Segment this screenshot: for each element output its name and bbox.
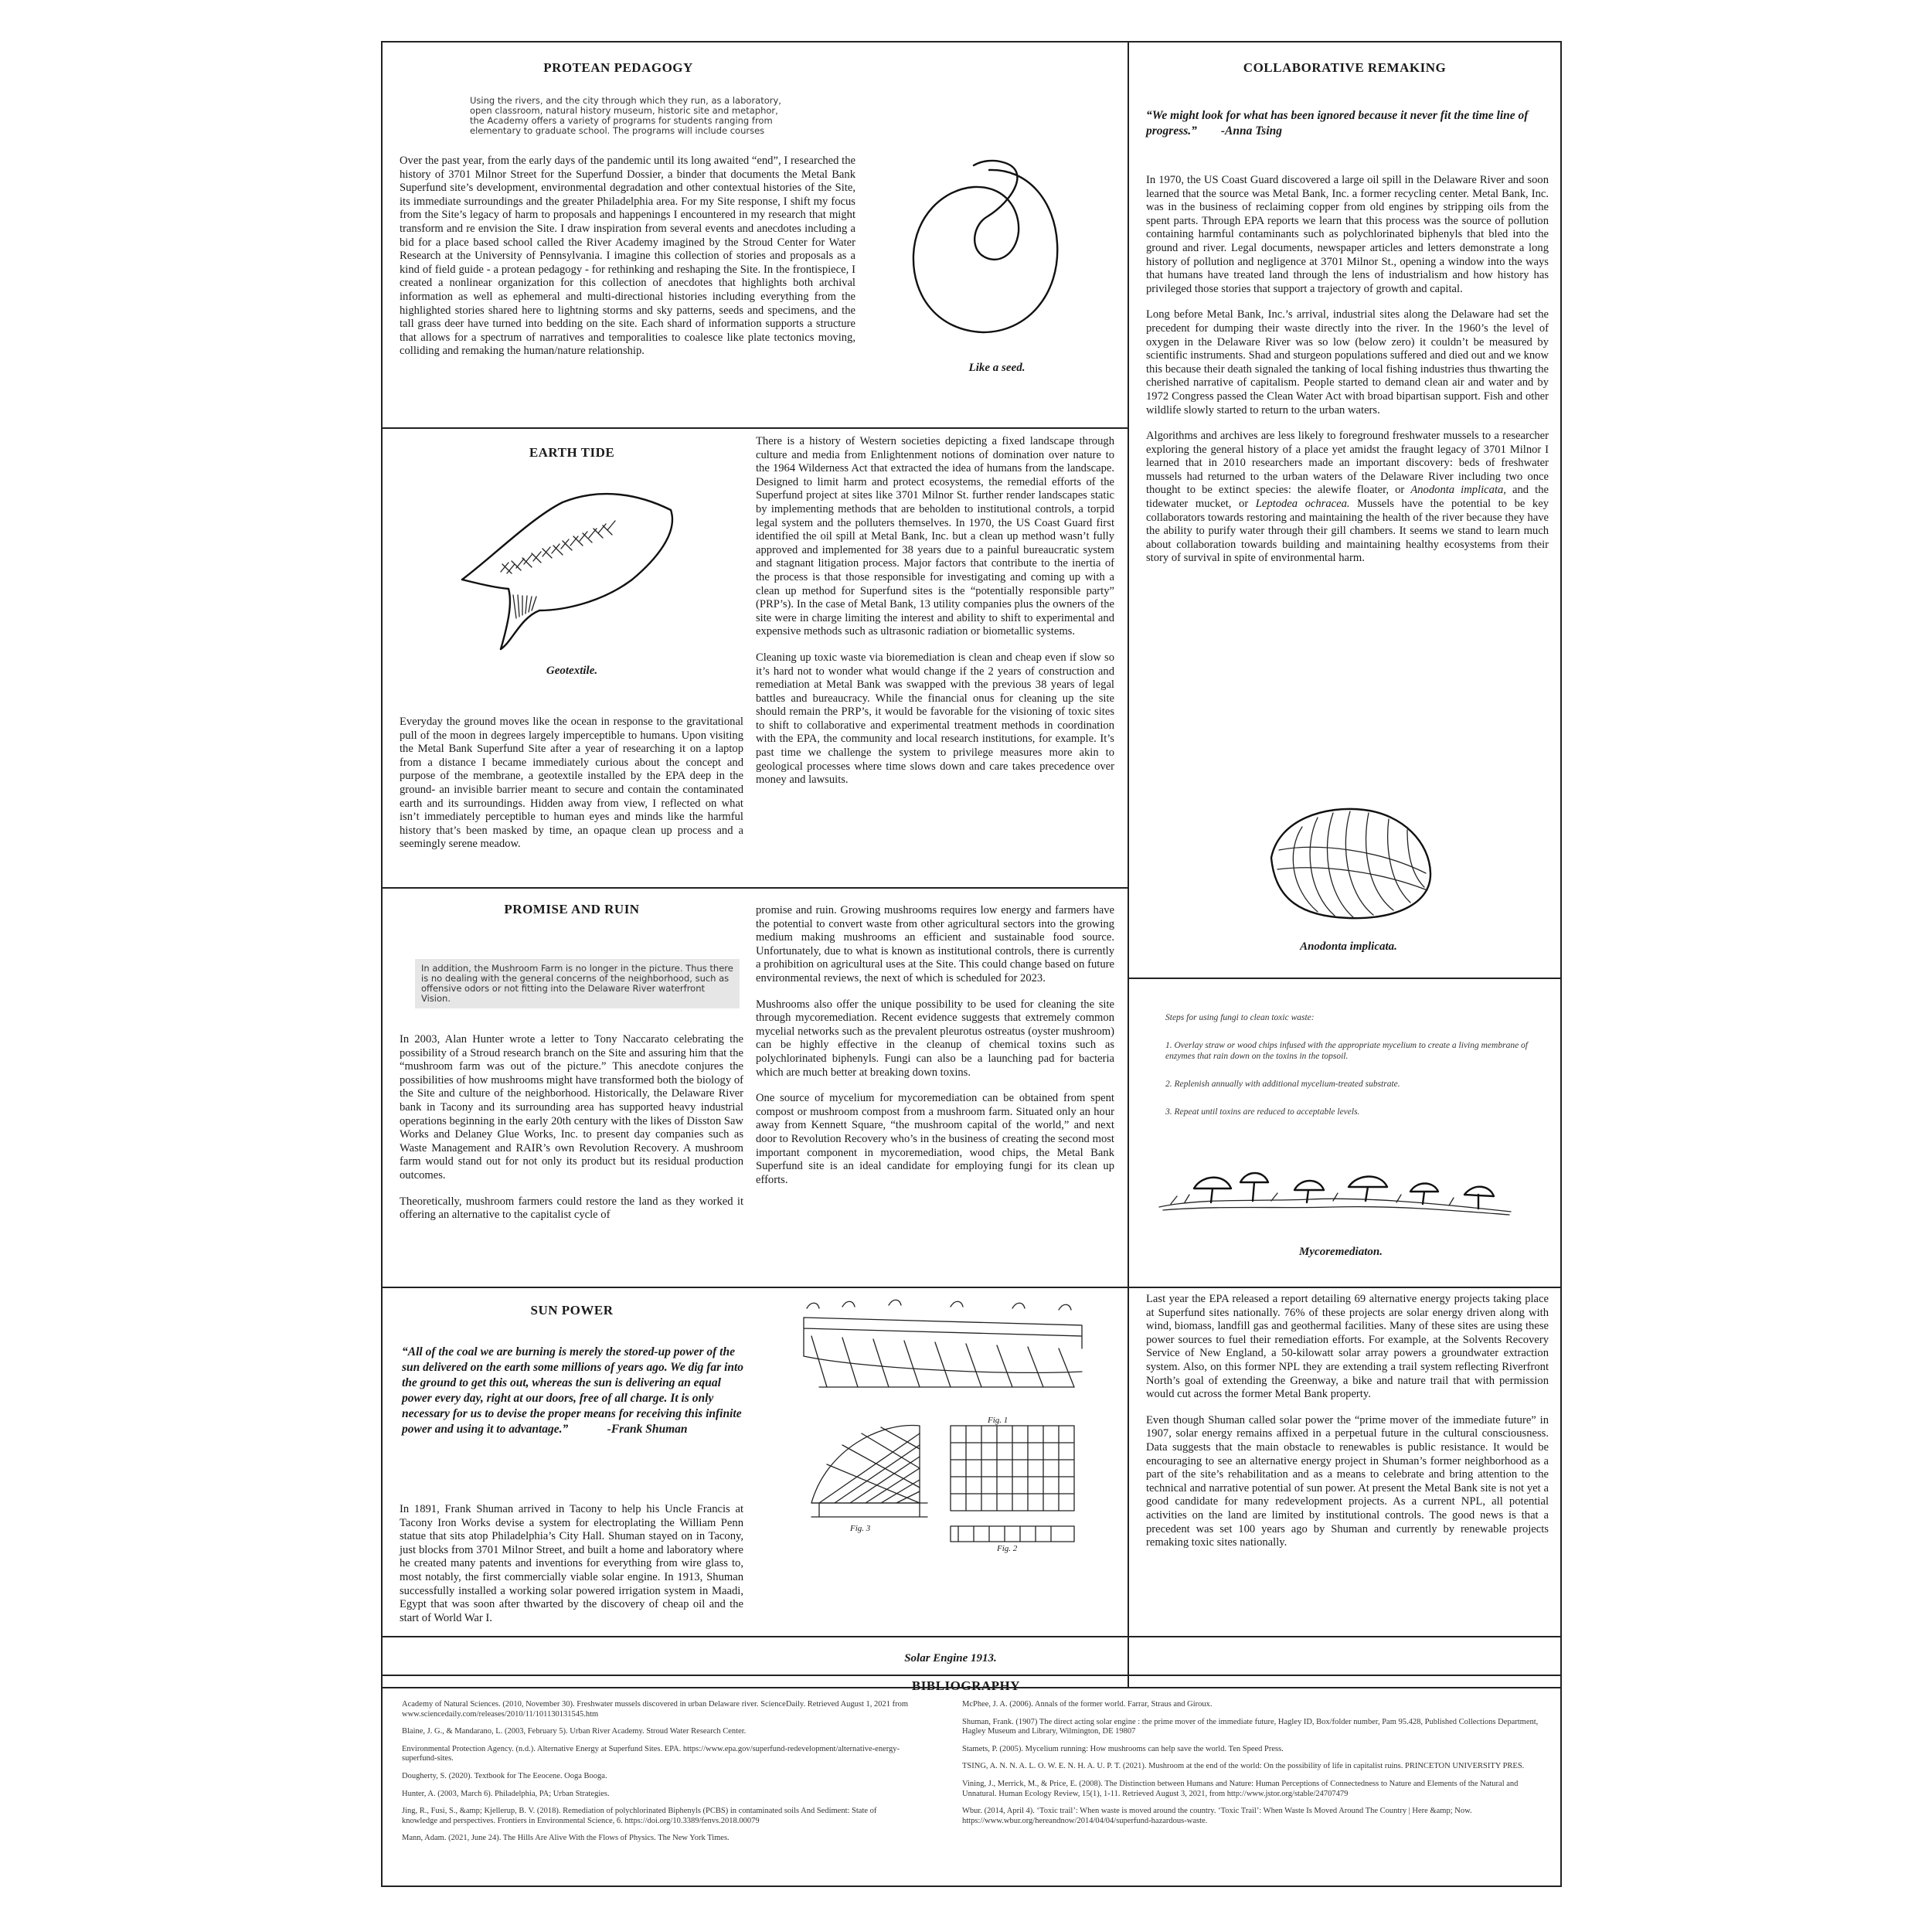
bib-entry: Shuman, Frank. (1907) The direct acting solar engine : the prime mover of the immediate future, Hagley ID, Box/folder number, Pam 95.428, Published Collections Department, Hagley Museum and Library, Wilmington, DE 19807: [962, 1717, 1539, 1736]
bibliography-right-column: [962, 1700, 1549, 1834]
bib-entry: Dougherty, S. (2020). Textbook for The Eeocene. Ooga Booga.: [402, 1771, 607, 1780]
bib-entry: Hunter, A. (2003, March 6). Philadelphia, PA; Urban Strategies.: [402, 1789, 610, 1798]
bib-entry: Blaine, J. G., & Mandarano, L. (2003, February 5). Urban River Academy. Stroud Water Research Center.: [402, 1727, 747, 1736]
bibliography-left-column: [402, 1700, 912, 1851]
bib-entry: Environmental Protection Agency. (n.d.). Alternative Energy at Superfund Sites. EPA. https://www.epa.gov/superfund-redevelopment/alternative-energy-superfund-sites.: [402, 1744, 900, 1763]
collab-quote: “We might look for what has been ignored because it never fit the time line of progress.” -Anna Tsing: [1146, 109, 1532, 138]
protean-title: PROTEAN PEDAGOGY: [543, 60, 693, 75]
sun-right-text: [1146, 1293, 1549, 1562]
bibliography-title: BIBLIOGRAPHY: [911, 1678, 1021, 1693]
promise-left-p1: In 2003, Alan Hunter wrote a letter to Tony Naccarato celebrating the possibility of a Stroud research branch on the Site and assuring him that the “mushroom farm was out of the picture.” This anecdote conjures the possibilities of how mushrooms might have transformed both the biology of the Site and culture of the neighborhood. Historically, the Delaware River bank in Tacony and its surrounding area has supported heavy industrial operations beginning in the early 20th century with the likes of Disston Saw Works and Delaney Glue Works, Inc. to present day companies such as Waste Management and RAIR’s own Revolution Recovery. A mushroom farm would stand out for not only its product but its residual production outcomes.: [400, 1033, 743, 1182]
mycoremediation-caption: Mycoremediaton.: [1299, 1246, 1383, 1258]
divider-main-vertical: [1128, 41, 1129, 1687]
bib-entry: McPhee, J. A. (2006). Annals of the former world. Farrar, Straus and Giroux.: [962, 1700, 1213, 1709]
bib-entry: Jing, R., Fusi, S., &amp; Kjellerup, B. V. (2018). Remediation of polychlorinated Biphenyls (PCBS) in contaminated soils And Sediment: State of knowledge and perspectives. Frontiers in Environmental Science, 6. https://doi.org/10.3389/fenvs.2018.00079: [402, 1807, 877, 1825]
frame-left-extension: [381, 1636, 383, 1887]
myco-steps: [1165, 1012, 1529, 1134]
promise-right-text: [756, 904, 1114, 1199]
sun-title: SUN POWER: [530, 1303, 614, 1318]
frame-right-extension: [1560, 1636, 1562, 1887]
promise-right-p3: One source of mycelium for mycoremediation can be obtained from spent compost or mushroom compost from a mushroom farm. Situated only an hour away from Kennett Square, “the mushroom capital of the world,” and next door to Revolution Recovery who’s in the business of creating the second most important component in mycoremediation, wood chips, the Metal Bank Superfund site is an ideal candidate for employing fungi for its clean up efforts.: [756, 1092, 1114, 1186]
myco-step-2: 2. Replenish annually with additional mycelium-treated substrate.: [1165, 1080, 1400, 1089]
collab-p2: Long before Metal Bank, Inc.’s arrival, industrial sites along the Delaware had set the precedent for dumping their waste directly into the river. In the 1960’s the level of oxygen in the Delaware River was so low (below zero) it couldn’t be measured by scientific instruments. Shad and sturgeon populations suffered and died out and we know this because their death signaled the tanking of local fishing industries thus thwarting the cherished narrative of capitalism. People started to demand clean air and water and by 1972 Congress passed the Clean Water Act with broad bipartisan support. Fish and other wildlife slowly started to return to the urban waters.: [1146, 308, 1549, 417]
earth-title: EARTH TIDE: [529, 445, 615, 460]
divider-earth: [381, 887, 1129, 889]
promise-title: PROMISE AND RUIN: [504, 902, 640, 916]
mycoremediation-figure: [1155, 1159, 1519, 1229]
sun-right-p1: Last year the EPA released a report detailing 69 alternative energy projects taking place at Superfund sites nationally. 76% of these projects are solar energy driven along with wind, biomass, landfill gas and geothermal facilities. Many of these sites are using these power sources to fuel their remediation efforts. For example, at the Solvents Recovery Service of New England, a 50-kilowatt solar array powers a groundwater extraction system. Also, on this former NPL they are extending a trail system reflecting Riverfront North’s goal of extending the Greenway, a bike and nature trail that with permission would cut across the former Metal Bank property.: [1146, 1293, 1549, 1401]
myco-intro: Steps for using fungi to clean toxic waste:: [1165, 1013, 1315, 1022]
solar-fig-label-1: Fig. 1: [988, 1416, 1009, 1425]
earth-right-text: [756, 435, 1114, 800]
bib-entry: Stamets, P. (2005). Mycelium running: How mushrooms can help save the world. Ten Speed Press.: [962, 1744, 1284, 1753]
promise-left-p2: Theoretically, mushroom farmers could restore the land as they worked it offering an alternative to the capitalist cycle of: [400, 1195, 743, 1222]
seed-figure: [896, 139, 1074, 363]
solar-engine-caption: Solar Engine 1913.: [904, 1652, 997, 1664]
collab-p3: Algorithms and archives are less likely to foreground freshwater mussels to a researcher exploring the general history of a place yet amidst the fraught legacy of 3701 Milnor I learned that in 2010 researchers made an important discovery: beds of freshwater mussels had returned to the urban waters of the Delaware River including two once thought to be extinct species: the alewife floater, or Anodonta implicata, and the tidewater mucket, or Leptodea ochracea. Mussels have the potential to be key collaborators towards restoring and maintaining the health of the river because they have the ability to purify water through their gill chambers. It seems we stand to learn much about collaboration towards building and maintaining healthy ecosystems from their story of survival in spite of environmental harm.: [1146, 430, 1549, 565]
earth-right-p2: Cleaning up toxic waste via bioremediation is clean and cheap even if slow so it’s hard not to wonder what would change if the 2 years of construction and remediation at Metal Bank was swapped with the previous 38 years of legal battles and bureaucracy. While the financial onus for cleaning up the site should remain the PRP’s, it would be favorable for the visioning of toxic sites to shift to collaborative and experimental treatment methods in coordination with the EPA, the community and local research institutions, for example. It’s past time we challenge the system to privilege measures more akin to geological processes where time slows down and care takes precedence over money and lawsuits.: [756, 651, 1114, 787]
geotextile-caption: Geotextile.: [546, 665, 598, 677]
earth-right-p1: There is a history of Western societies depicting a fixed landscape through culture and media from Enlightenment notions of domination over nature to the 1964 Wilderness Act that extracted the idea of humans from the landscape. Designed to limit harm and protect ecosystems, the remedial efforts of the Superfund project at sites like 3701 Milnor St. further render landscapes static by implementing methods that are beholden to institutional controls, a torpid legal system and the polluters themselves. In 1970, the US Coast Guard first identified the oil spill at Metal Bank, Inc. but a clean up method wasn’t fully approved and implemented for 38 years due to a painful bureaucratic system and stagnant litigation process. Major factors that contribute to the inertia of the process is that those responsible for investigating and coming up with a clean up method for Superfund sites is the “potentially responsible party” (PRP’s). In the case of Metal Bank, 13 utility companies plus the owners of the site were in charge limiting the interest and ability to shift to experimental and expensive methods such as ultrasonic radiation or biometallic systems.: [756, 435, 1114, 638]
bib-entry: Wbur. (2014, April 4). ‘Toxic trail’: When waste is moved around the country. ‘Toxic Trail’: When Waste Is Moved Around The Country | Here &amp; Now. https://www.wbur.org/hereandnow/2014/04/04/superfund-hazardous-waste.: [962, 1807, 1472, 1825]
sun-quote: “All of the coal we are burning is merely the stored-up power of the sun delivered on the earth some millions of years ago. We dig far into the ground to get this out, whereas the sun is delivering an equal power every day, right at our doors, free of all charge. It is only necessary for us to devise the proper means for receiving this infinite power and using it to advantage.” -Frank Shuman: [402, 1345, 747, 1436]
protean-scan-excerpt: Using the rivers, and the city through which they run, as a laboratory, open classroom, natural history museum, historic site and metaphor, the Academy offers a variety of programs for students ranging from elementary to graduate school. The programs will include courses: [470, 96, 781, 136]
promise-scan-excerpt: In addition, the Mushroom Farm is no longer in the picture. Thus there is no dealing with the general concerns of the neighborhood, such as offensive odors or not fitting into the Delaware River waterfront Vision.: [415, 959, 740, 1008]
myco-step-1: 1. Overlay straw or wood chips infused with the appropriate mycelium to create a living membrane of enzymes that rain down on the toxins in the topsoil.: [1165, 1041, 1528, 1061]
frame-bottom: [381, 1885, 1562, 1887]
promise-right-p1: promise and ruin. Growing mushrooms requires low energy and farmers have the potential to convert waste from other agricultural sectors into the growing medium making mushrooms an efficient and sustainable food source. Unfortunately, due to what is known as institutional controls, there is currently a prohibition on agricultural uses at the Site. This could change based on future environmental reviews, the next of which is scheduled for 2023.: [756, 904, 1114, 984]
solar-fig-label-3: Fig. 3: [850, 1524, 871, 1533]
solar-fig-label-2: Fig. 2: [997, 1544, 1018, 1553]
bib-entry: Vining, J., Merrick, M., & Price, E. (2008). The Distinction between Humans and Nature: Human Perceptions of Connectedness to Nature and Elements of the Natural and Unnatural. Human Ecology Review, 15(1), 1-11. Retrieved August 3, 2021, from http://www.jstor.org/stable/24707479: [962, 1779, 1519, 1798]
divider-collab: [1128, 978, 1562, 979]
geotextile-figure: [447, 487, 694, 657]
mussel-caption: Anodonta implicata.: [1300, 940, 1397, 953]
sun-right-p2: Even though Shuman called solar power the “prime mover of the immediate future” in 1907, solar energy remains affixed in a perpetual future in the cultural consciousness. Data suggests that the main obstacle to renewables is public resistance. It would be encouraging to see an alternative energy project in Shuman’s former neighborhood as a part of the site’s rehabilitation and as a means to celebrate and bring attention to the technical and narrative potential of sun power. At present the Metal Bank site is not yet a good candidate for many redevelopment projects. As a current NPL, all potential activities on the land are limited by institutional controls. The good news is that a precedent was set 100 years ago by Shuman and currently by renewable projects remaking toxic sites nationally.: [1146, 1413, 1549, 1549]
mussel-figure: [1256, 796, 1441, 927]
promise-right-p2: Mushrooms also offer the unique possibility to be used for cleaning the site through mycoremediation. Recent evidence suggests that extremely common mycelial networks such as the prevalent pleurotus ostreatus (oyster mushroom) can be highly effective in the cleanup of chemical toxins such as polychlorinated biphenyls. Fungi can also be a launching pad for bacteria which are much better at breaking down toxins.: [756, 998, 1114, 1079]
sun-left-text: In 1891, Frank Shuman arrived in Tacony to help his Uncle Francis at Tacony Iron Works devise a system for electroplating the William Penn statue that sits atop Philadelphia’s City Hall. Shuman stayed on in Tacony, just blocks from 3701 Milnor Street, and built a home and laboratory where he created many patents and inventions for everything from wire glass to, most notably, the first commercially viable solar engine. In 1913, Shuman successfully installed a working solar powered irrigation system in Maadi, Egypt that was soon after thwarted by the discovery of cheap oil and the start of World War I.: [400, 1503, 743, 1624]
collab-p1: In 1970, the US Coast Guard discovered a large oil spill in the Delaware River and soon learned that the source was Metal Bank, Inc. a former recycling center. Metal Bank, Inc. was in the business of reclaiming copper from old engines by stripping oils from the spent parts. Through EPA reports we learn that this process was the source of pollution containing harmful contaminants such as polychlorinated biphenyls that bled into the ground and river. Legal documents, newspaper articles and letters demonstrate a long history of pollution and negligence at 3701 Milnor St., opening a window into the ways that humans have treated land through the lens of industrialism and how history has privileged those stories that support a trajectory of growth and capital.: [1146, 174, 1549, 295]
bib-entry: Academy of Natural Sciences. (2010, November 30). Freshwater mussels discovered in urban Delaware river. ScienceDaily. Retrieved August 1, 2021 from www.sciencedaily.com/releases/2010/11/101130131545.htm: [402, 1700, 909, 1719]
protean-body: Over the past year, from the early days of the pandemic until its long awaited “end”, I researched the history of 3701 Milnor Street for the Superfund Dossier, a binder that documents the Metal Bank Superfund site’s development, environmental degradation and other contextual histories of the Site, its immediate surroundings and the greater Philadelphia area. For my Site response, I shift my focus from the Site’s legacy of harm to proposals and happenings I encountered in my research that might transform and re envision the Site. I draw inspiration from several events and anecdotes including a bid for a place based school called the River Academy imagined by the Stroud Center for Water Research at the University of Pennsylvania. I imagine this collection of stories and proposals as a kind of field guide - a protean pedagogy - for rethinking and reshaping the Site. In the frontispiece, I created a nonlinear organization for this collection of anecdotes that highlights both archival information as well as ephemeral and multi-directional histories including everything from the highlighted stories shared here to lightning storms and sky patterns, seeds and specimens, and the tall grass deer have turned into bedding on the site. Each shard of information supports a structure that allows for a spectrum of narratives and temporalities to coalesce like plate tectonics moving, colliding and remaking the human/nature relationship.: [400, 155, 855, 358]
seed-caption: Like a seed.: [968, 362, 1026, 374]
bib-entry: Mann, Adam. (2021, June 24). The Hills Are Alive With the Flows of Physics. The New York Times.: [402, 1834, 730, 1843]
promise-left-text: [400, 1033, 743, 1235]
earth-left-text: Everyday the ground moves like the ocean in response to the gravitational pull of the moon in degrees largely imperceptible to humans. Upon visiting the Metal Bank Superfund Site after a year of researching it on a laptop from a distance I became immediately curious about the concept and purpose of the membrane, a geotextile installed by the EPA deep in the ground- an invisible barrier meant to secure and contain the contaminated earth and its surroundings. Hidden away from view, I reflected on what isn’t immediately perceptible to human eyes and minds like the harmful history that’s been masked by time, an opaque clean up process and a seemingly serene meadow.: [400, 716, 743, 851]
bib-entry: TSING, A. N. N. A. L. O. W. E. N. H. A. U. P. T. (2021). Mushroom at the end of the world: On the possibility of life in capitalist ruins. PRINCETON UNIVERSITY PRES.: [962, 1762, 1525, 1771]
divider-bibliography-top: [381, 1675, 1562, 1676]
divider-protean: [381, 427, 1129, 429]
collab-body: [1146, 174, 1549, 578]
solar-engine-figure: [796, 1271, 1090, 1596]
myco-step-3: 3. Repeat until toxins are reduced to acceptable levels.: [1165, 1107, 1360, 1117]
collab-title: COLLABORATIVE REMAKING: [1243, 60, 1447, 75]
